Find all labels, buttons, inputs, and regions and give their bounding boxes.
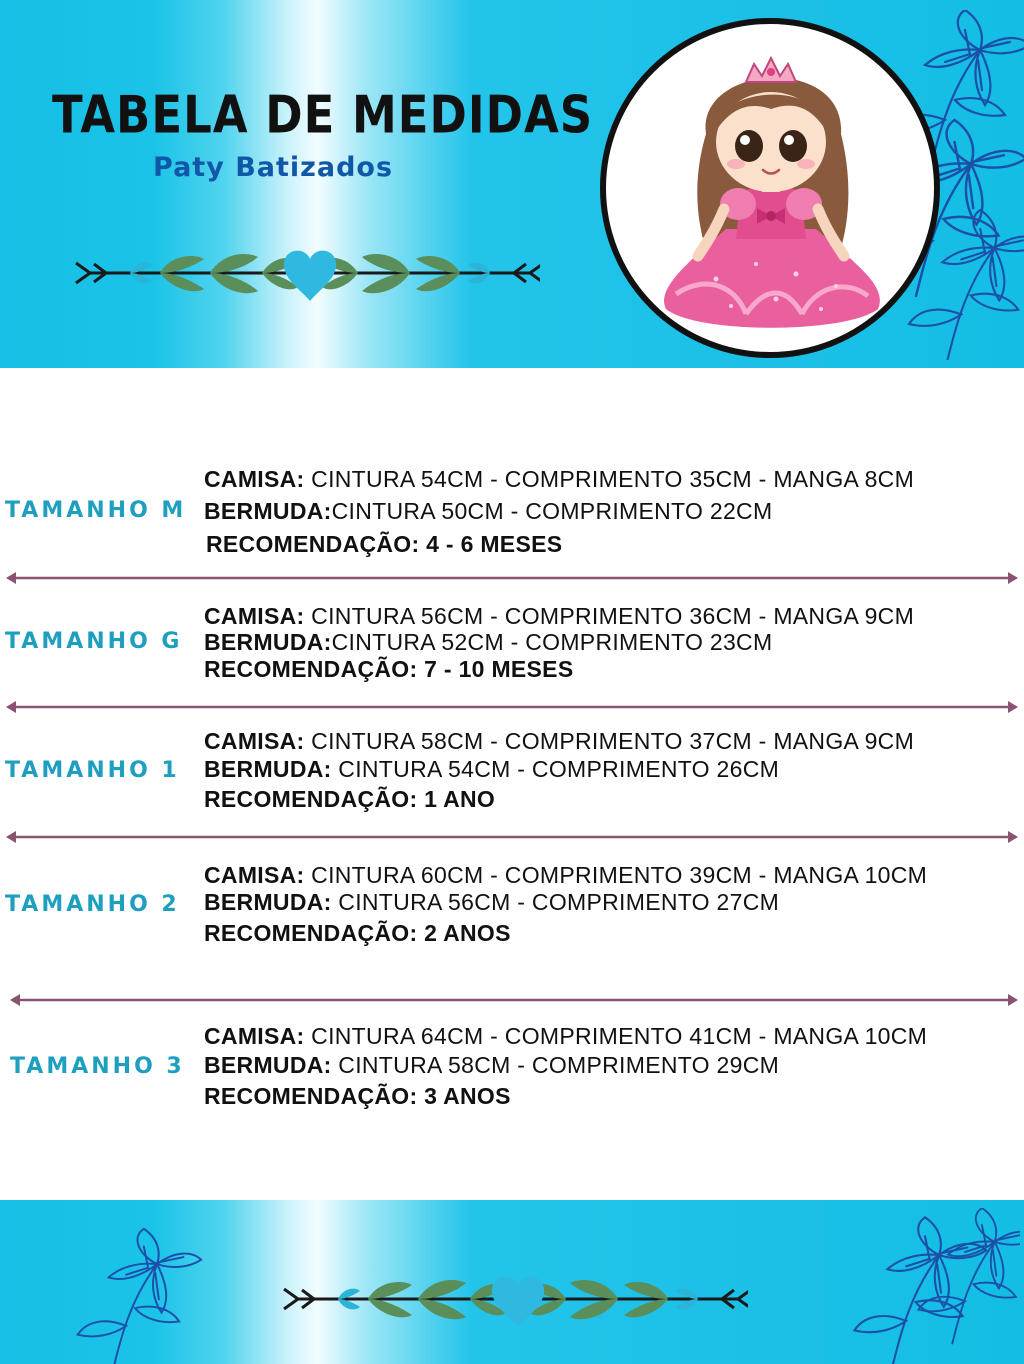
- divider-arrow: [4, 699, 1020, 715]
- camisa-line: [204, 862, 927, 889]
- recommendation-text: RECOMENDAÇÃO: 4 - 6 MESES: [206, 531, 563, 557]
- camisa-measures: CINTURA 58CM - COMPRIMENTO 37CM - MANGA 9CM: [304, 728, 915, 754]
- bermuda-line: [204, 629, 772, 656]
- camisa-label: CAMISA:: [204, 862, 305, 888]
- bermuda-line: [204, 498, 772, 525]
- camisa-line: [204, 603, 914, 630]
- camisa-line: [204, 1023, 927, 1050]
- camisa-label: CAMISA:: [204, 1023, 305, 1049]
- camisa-label: CAMISA:: [204, 728, 305, 754]
- bermuda-measures: CINTURA 50CM - COMPRIMENTO 22CM: [331, 498, 773, 524]
- bermuda-measures: CINTURA 56CM - COMPRIMENTO 27CM: [331, 889, 780, 915]
- page-title: TABELA DE MEDIDAS: [52, 84, 594, 145]
- recommendation-text: RECOMENDAÇÃO: 1 ANO: [204, 786, 496, 812]
- recommendation-line: [206, 531, 562, 558]
- recommendation-line: [204, 656, 573, 683]
- flower-sketch-decoration-left: [60, 1220, 210, 1364]
- bermuda-measures: CINTURA 52CM - COMPRIMENTO 23CM: [331, 629, 773, 655]
- recommendation-line: [204, 1083, 511, 1110]
- recommendation-line: [204, 920, 511, 947]
- divider-arrow: [4, 570, 1020, 586]
- divider-arrow: [8, 992, 1020, 1008]
- recommendation-text: RECOMENDAÇÃO: 3 ANOS: [204, 1083, 511, 1109]
- size-label: TAMANHO 1: [5, 758, 180, 783]
- bermuda-label: BERMUDA:: [204, 629, 332, 655]
- camisa-label: CAMISA:: [204, 466, 305, 492]
- bermuda-label: BERMUDA:: [204, 498, 332, 524]
- bermuda-line: [204, 756, 779, 783]
- footer-banner: [0, 1200, 1024, 1364]
- recommendation-text: RECOMENDAÇÃO: 2 ANOS: [204, 920, 511, 946]
- camisa-measures: CINTURA 56CM - COMPRIMENTO 36CM - MANGA 9CM: [304, 603, 915, 629]
- header-banner: [0, 0, 1024, 368]
- bermuda-label: BERMUDA:: [204, 756, 332, 782]
- bermuda-label: BERMUDA:: [204, 1052, 332, 1078]
- heart-vine-ornament: [70, 238, 540, 308]
- recommendation-text: RECOMENDAÇÃO: 7 - 10 MESES: [204, 656, 574, 682]
- camisa-label: CAMISA:: [204, 603, 305, 629]
- camisa-measures: CINTURA 60CM - COMPRIMENTO 39CM - MANGA 10CM: [304, 862, 928, 888]
- bermuda-line: [204, 1052, 779, 1079]
- camisa-line: [204, 728, 914, 755]
- princess-illustration: [600, 18, 940, 358]
- camisa-measures: CINTURA 64CM - COMPRIMENTO 41CM - MANGA 10CM: [304, 1023, 928, 1049]
- divider-arrow: [4, 829, 1020, 845]
- bermuda-measures: CINTURA 58CM - COMPRIMENTO 29CM: [331, 1052, 780, 1078]
- brand-subtitle: Paty Batizados: [153, 152, 394, 183]
- camisa-line: [204, 466, 914, 493]
- bermuda-line: [204, 889, 779, 916]
- size-label: TAMANHO G: [5, 629, 183, 654]
- bermuda-measures: CINTURA 54CM - COMPRIMENTO 26CM: [331, 756, 780, 782]
- bermuda-label: BERMUDA:: [204, 889, 332, 915]
- recommendation-line: [204, 786, 495, 813]
- size-label: TAMANHO 2: [5, 892, 180, 917]
- heart-vine-ornament: [278, 1264, 748, 1334]
- size-label: TAMANHO 3: [10, 1054, 185, 1079]
- camisa-measures: CINTURA 54CM - COMPRIMENTO 35CM - MANGA 8CM: [304, 466, 915, 492]
- flower-sketch-decoration-right: [830, 1208, 1020, 1364]
- size-label: TAMANHO M: [5, 498, 187, 523]
- princess-girl-image: [606, 24, 934, 352]
